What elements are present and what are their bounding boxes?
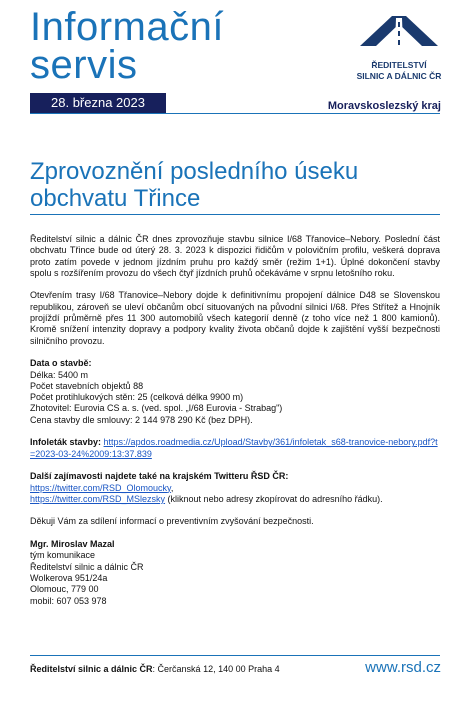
thanks-line: Děkuji Vám za sdílení informací o preventivním zvyšování bezpečnosti. — [30, 516, 314, 527]
paragraph-intro: Ředitelství silnic a dálnic ČR dnes zprovozňuje stavbu silnice I/68 Třanovice–Nebory. Poslední část obchvatu Třince bude od úterý 28. 3. 2023 k dispozici řidičům v polovičním profilu, veškerá doprava proto zatím povede v jednom jízdním pruhu pro každý směr (režim 1+1). Úplné dokončení stavby spolu s rozšířením provozu do všech čtyř jízdních pruhů očekáváme v srpnu letošního roku. — [30, 234, 440, 278]
signature-line-city: Olomouc, 779 00 — [30, 584, 99, 595]
infoleaflet-block — [30, 437, 440, 460]
infoleaflet-link[interactable]: https://apdos.roadmedia.cz/Upload/Stavby/361/infoletak_s68-tranovice-nebory.pdf?t=2023-03-24%2009:13:37.839 — [30, 437, 438, 459]
infoleaflet-label: Infoleták stavby: — [30, 437, 102, 448]
signature-line-street: Wolkerova 951/24a — [30, 572, 108, 583]
org-name-line2: SILNIC A DÁLNIC ČR — [356, 71, 442, 81]
twitter-separator: , — [170, 482, 174, 493]
header-divider — [30, 113, 440, 114]
org-name-line1: ŘEDITELSTVÍ — [371, 60, 427, 70]
footer-website-link[interactable]: www.rsd.cz — [365, 659, 441, 676]
article-body — [30, 234, 440, 618]
signature-line-team: tým komunikace — [30, 550, 96, 561]
headline-line1: Zprovoznění posledního úseku — [30, 158, 359, 185]
signature-line-org: Ředitelství silnic a dálnic ČR — [30, 561, 144, 572]
fact-noise-walls: Počet protihlukových stěn: 25 (celková délka 9900 m) — [30, 392, 244, 403]
region-label: Moravskoslezský kraj — [327, 100, 441, 112]
footer-street: : Čerčanská 12, 140 00 Praha 4 — [152, 664, 280, 674]
signature-name: Mgr. Miroslav Mazal — [30, 539, 115, 550]
footer-org: Ředitelství silnic a dálnic ČR — [30, 664, 153, 674]
signature-line-phone: mobil: 607 053 978 — [30, 595, 107, 606]
fact-length: Délka: 5400 m — [30, 369, 89, 380]
facts-heading: Data o stavbě: — [30, 358, 92, 369]
twitter-heading: Další zajímavosti najdete také na krajském Twitteru ŘSD ČR: — [30, 471, 289, 482]
twitter-note: (kliknout nebo adresy zkopírovat do adresního řádku). — [165, 493, 383, 504]
headline-line2: obchvatu Třince — [30, 185, 201, 212]
facts-block — [30, 358, 440, 426]
paragraph-details: Otevřením trasy I/68 Třanovice–Nebory dojde k definitivnímu propojení dálnice D48 se Slovenskou republikou, zároveň se uleví občanům obcí situovaných na původní silnici I/68. Přes Střítež a Hnojník projíždí průměrně přes 11 300 automobilů všech kategorií denně (z toho více než 1 800 kamionů). Kromě snížení intenzity dopravy a podpory kvality života občanů dojde k zajištění vyšší bezpečnosti silničního provozu. — [30, 290, 440, 346]
fact-objects: Počet stavebních objektů 88 — [30, 380, 144, 391]
newsletter-title-line2: servis — [30, 43, 138, 87]
footer-divider — [30, 655, 440, 656]
rsd-road-logo-icon — [356, 10, 442, 50]
fact-contractor: Zhotovitel: Eurovia CS a. s. (ved. spol. „I/68 Eurovia - Strabag") — [30, 403, 283, 414]
org-name — [340, 60, 458, 82]
article-headline — [30, 158, 440, 212]
newsletter-title — [30, 5, 224, 87]
twitter-link-mslezsky[interactable]: https://twitter.com/RSD_MSlezsky — [30, 493, 166, 504]
twitter-link-olomoucky[interactable]: https://twitter.com/RSD_Olomoucky — [30, 482, 171, 493]
twitter-block — [30, 471, 440, 505]
date-badge: 28. března 2023 — [30, 93, 166, 113]
fact-price: Cena stavby dle smlouvy: 2 144 978 290 Kč (bez DPH). — [30, 414, 253, 425]
footer-address — [30, 664, 280, 674]
headline-divider — [30, 214, 440, 215]
newsletter-title-line1: Informační — [30, 5, 224, 49]
signature-block — [30, 539, 440, 607]
